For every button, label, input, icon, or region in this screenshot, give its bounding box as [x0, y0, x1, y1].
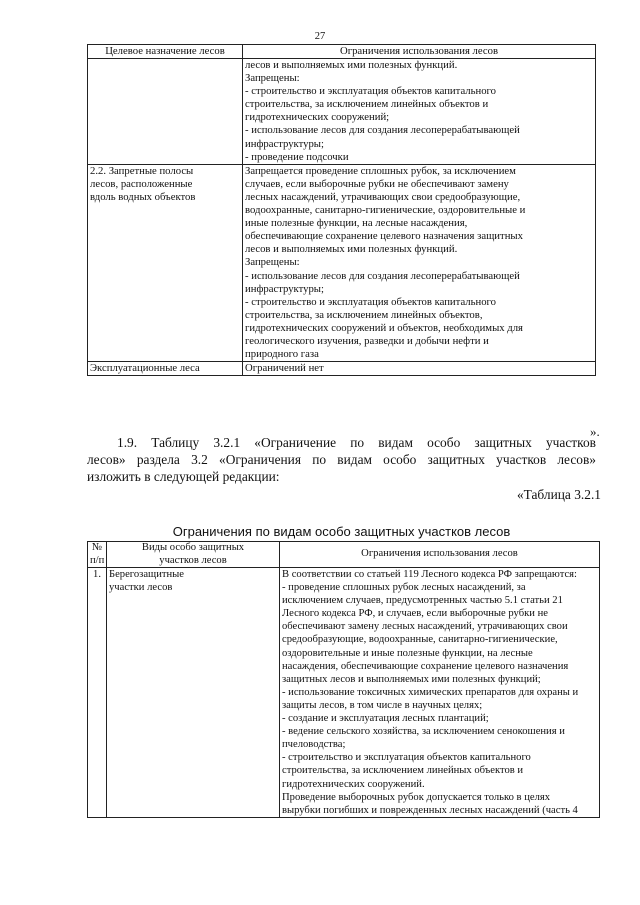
purpose-cell: Эксплуатационные леса [88, 362, 243, 376]
text-line: Запрещены: [245, 72, 300, 85]
text-line: - проведение сплошных рубок лесных насаждений, за [282, 582, 526, 594]
page-number: 27 [314, 31, 326, 42]
text-line: - использование токсичных химических препаратов для охраны и [282, 686, 579, 698]
text-line: геологического изучения, разведки и добычи нефти и [245, 334, 489, 347]
text-line: строительства, за исключением линейных объектов и [282, 765, 524, 777]
header-line: № [91, 542, 103, 553]
header-restrictions: Ограничения использования лесов [243, 45, 596, 59]
row-number: 1. [88, 568, 107, 818]
purpose-cell [88, 164, 243, 361]
text-line: 2.2. Запретные полосы [90, 164, 194, 177]
text-line: Проведение выборочных рубок допускается только в целях [282, 791, 551, 803]
table-row [88, 568, 600, 818]
text-line: вырубки погибших и поврежденных лесных насаждений (часть 4 [282, 804, 578, 816]
closing-quote: ». [590, 424, 600, 439]
text-line: - строительство и эксплуатация объектов капитального [245, 295, 497, 308]
text-line: Берегозащитные [109, 569, 184, 580]
text-line: - строительство и эксплуатация объектов капитального [245, 85, 497, 98]
header-line: п/п [90, 554, 105, 566]
header-restrictions: Ограничения использования лесов [280, 542, 600, 568]
table-row [88, 59, 596, 165]
text-line: В соответствии со статьей 119 Лесного кодекса РФ запрещаются: [282, 569, 577, 580]
forest-purpose-table [87, 44, 596, 376]
text-line: лесов и выполняемых ими полезных функций. [245, 59, 458, 71]
restrictions-cell [280, 568, 600, 818]
amendment-paragraph [87, 434, 596, 485]
table-header-row [88, 45, 596, 59]
text-line: иные полезные функции, на лесные насаждения, [245, 217, 468, 230]
text-line: Запрещается проведение сплошных рубок, за исключением [245, 164, 516, 177]
paragraph-line: 1.9. Таблицу 3.2.1 «Ограничение по видам особо защитных участков [117, 435, 596, 450]
kind-cell [107, 568, 280, 818]
text-line: водоохранные, санитарно-гигиенические, оздоровительные и [245, 204, 526, 217]
text-line: лесных насаждений, утрачивающих свои средообразующие, [245, 190, 521, 203]
text-line: насаждения, обеспечивающие сохранение целевого назначения [282, 660, 569, 672]
text-line: случаев, если выборочные рубки не обеспечивают замену [245, 177, 509, 190]
table-reference: «Таблица 3.2.1 [516, 487, 601, 502]
purpose-cell-empty [88, 59, 243, 165]
text-line: - проведение подсочки [245, 150, 349, 163]
header-line: участков лесов [159, 554, 227, 566]
text-line: гидротехнических сооружений; [245, 111, 390, 124]
text-line: гидротехнических сооружений. [282, 778, 425, 790]
text-line: - использование лесов для создания лесоперерабатывающей [245, 269, 520, 282]
text-line: гидротехнических сооружений и объектов, необходимых для [245, 321, 523, 334]
protected-areas-table [87, 541, 600, 818]
text-line: - использование лесов для создания лесоперерабатывающей [245, 124, 520, 137]
text-line: участки лесов [109, 582, 173, 594]
text-line: строительства, за исключением линейных объектов и [245, 98, 489, 111]
restrictions-cell: Ограничений нет [243, 362, 596, 376]
text-line: лесов и выполняемых ими полезных функций. [245, 243, 458, 256]
text-line: защиты лесов, в том числе в научных целях; [282, 699, 483, 711]
header-line: Виды особо защитных [141, 542, 245, 553]
header-kinds [107, 542, 280, 568]
text-line: лесов, расположенные [90, 177, 193, 190]
table-header-row [88, 542, 600, 568]
table-row [88, 362, 596, 376]
text-line: оздоровительные и иные полезные функции, на лесные [282, 647, 533, 659]
table-row [88, 164, 596, 361]
text-line: обеспечивают замену лесных насаждений, утрачивающих свои [282, 621, 568, 633]
text-line: - создание и эксплуатация лесных плантаций; [282, 713, 489, 725]
header-purpose: Целевое назначение лесов [88, 45, 243, 59]
text-line: обеспечивающие сохранение целевого назначения защитных [245, 230, 523, 243]
paragraph-line: изложить в следующей редакции: [87, 469, 280, 484]
text-line: - ведение сельского хозяйства, за исключением сенокошения и [282, 726, 565, 738]
text-line: инфраструктуры; [245, 282, 324, 295]
restrictions-cell [243, 59, 596, 165]
table-title: Ограничения по видам особо защитных участков лесов [172, 524, 511, 539]
text-line: вдоль водных объектов [90, 190, 196, 203]
text-line: Лесного кодекса РФ, и случаев, если выборочные рубки не [282, 608, 548, 620]
paragraph-line: лесов» раздела 3.2 «Ограничения по видам особо защитных участков лесов» [87, 452, 596, 467]
header-number [88, 542, 107, 568]
text-line: - строительство и эксплуатация объектов капитального [282, 752, 531, 764]
text-line: защитных лесов и выполняемых ими полезных функций; [282, 673, 541, 685]
text-line: исключением случаев, предусмотренных частью 5.1 статьи 21 [282, 595, 563, 607]
text-line: пчеловодства; [282, 739, 346, 751]
text-line: природного газа [245, 348, 319, 361]
text-line: Запрещены: [245, 256, 300, 269]
text-line: строительства, за исключением линейных объектов, [245, 308, 483, 321]
text-line: средообразующие, водоохранные, санитарно-гигиенические, [282, 634, 558, 646]
restrictions-cell [243, 164, 596, 361]
text-line: инфраструктуры; [245, 137, 324, 150]
